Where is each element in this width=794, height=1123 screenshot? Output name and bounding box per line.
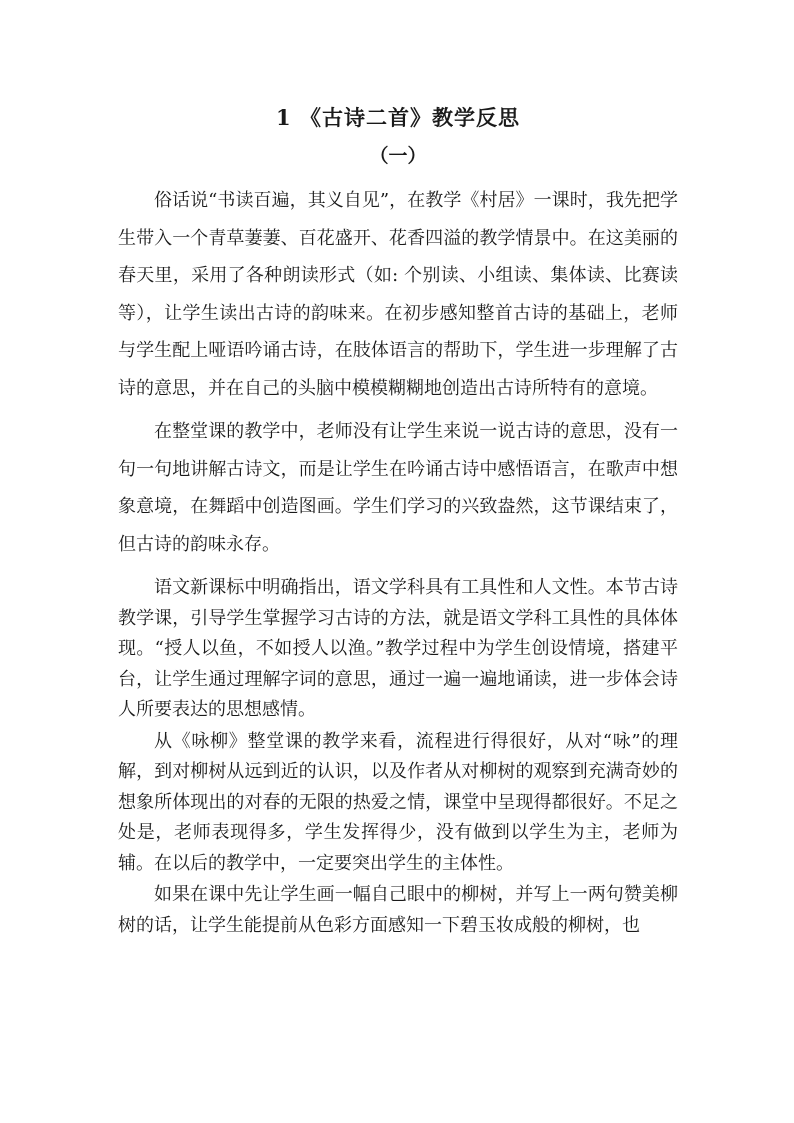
section-subtitle: （一） [369,145,427,167]
paragraph-2: 在整堂课的教学中，老师没有让学生来说一说古诗的意思，没有一句一句地讲解古诗文，而是让学生在吟诵古诗中感悟语言，在歌声中想象意境，在舞蹈中创造图画。学生们学习的兴致盎然，这节课结束了，但古诗的韵味永存。 [118,421,678,555]
paragraph-3: 语文新课标中明确指出，语文学科具有工具性和人文性。本节古诗教学课，引导学生掌握学习古诗的方法，就是语文学科工具性的具体体现。“授人以鱼，不如授人以渔。”教学过程中为学生创设情境，搭建平台，让学生通过理解字词的意思，通过一遍一遍地诵读，进一步体会诗人所要表达的思想感情。 [118,577,678,720]
document-title: 1 《古诗二首》教学反思 [276,105,520,130]
paragraph-4: 从《咏柳》整堂课的教学来看，流程进行得很好，从对“咏”的理解，到对柳树从远到近的认识，以及作者从对柳树的观察到充满奇妙的想象所体现出的对春的无限的热爱之情，课堂中呈现得都很好。不足之处是，老师表现得多，学生发挥得少，没有做到以学生为主，老师为辅。在以后的教学中，一定要突出学生的主体性。 [118,730,678,874]
paragraph-1: 俗话说“书读百遍，其义自见”，在教学《村居》一课时，我先把学生带入一个青草萋萋、百花盛开、花香四溢的教学情景中。在这美丽的春天里，采用了各种朗读形式（如: 个别读、小组读、集体读、比赛读等），让学生读出古诗的韵味来。在初步感知整首古诗的基础上，老师与学生配上哑语吟诵古诗，在肢体语言的帮助下，学生进一步理解了古诗的意思，并在自己的头脑中模模糊糊地创造出古诗所特有的意境。 [118,190,678,399]
paragraph-5: 如果在课中先让学生画一幅自己眼中的柳树，并写上一两句赞美柳树的话，让学生能提前从色彩方面感知一下碧玉妆成般的柳树，也 [118,884,678,936]
document-page [118,100,678,941]
